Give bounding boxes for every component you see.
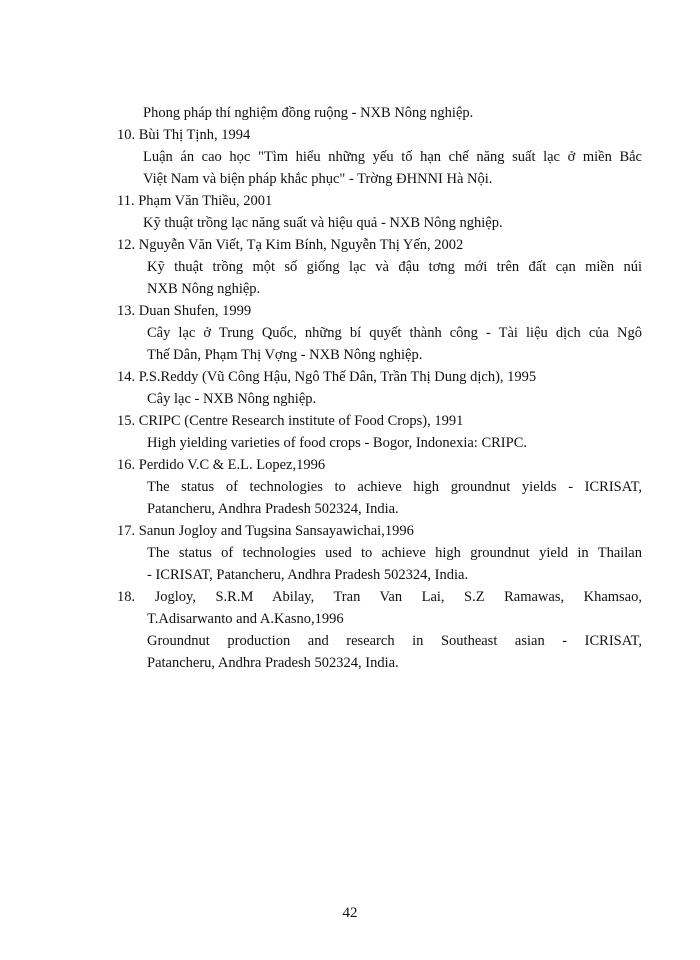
reference-15-line-1: High yielding varieties of food crops - Bogor, Indonexia: CRIPC. (147, 435, 527, 451)
reference-16-line-1: The status of technologies to achieve high groundnut yields - ICRISAT, (147, 479, 642, 495)
reference-13-line-2: Thế Dân, Phạm Thị Vợng - NXB Nông nghiệp. (147, 347, 423, 363)
reference-13-heading: 13. Duan Shufen, 1999 (117, 303, 252, 319)
reference-18-heading: 18. Jogloy, S.R.M Abilay, Tran Van Lai, S.Z Ramawas, Khamsao, (117, 589, 642, 605)
reference-12-line-2: NXB Nông nghiệp. (147, 281, 261, 297)
reference-10-line-2: Việt Nam và biện pháp khắc phục" - Trờng ĐHNNI Hà Nội. (143, 171, 493, 187)
page-number: 42 (342, 905, 358, 921)
reference-9-line-2: Phong pháp thí nghiệm đồng ruộng - NXB Nông nghiệp. (143, 105, 474, 121)
reference-18-heading-continued: T.Adisarwanto and A.Kasno,1996 (147, 611, 344, 627)
reference-17-line-2: - ICRISAT, Patancheru, Andhra Pradesh 502324, India. (147, 567, 469, 583)
reference-12-line-1: Kỹ thuật trồng một số giống lạc và đậu tơng mới trên đất cạn miền núi (147, 259, 642, 275)
reference-16-line-2: Patancheru, Andhra Pradesh 502324, India. (147, 501, 399, 517)
reference-17-heading: 17. Sanun Jogloy and Tugsina Sansayawichai,1996 (117, 523, 414, 539)
reference-13-line-1: Cây lạc ở Trung Quốc, những bí quyết thành công - Tài liệu dịch của Ngô (147, 325, 642, 341)
reference-18-line-1: Groundnut production and research in Southeast asian - ICRISAT, (147, 633, 642, 649)
reference-14-heading: 14. P.S.Reddy (Vũ Công Hậu, Ngô Thế Dân, Trần Thị Dung dịch), 1995 (117, 369, 537, 385)
reference-10-heading: 10. Bùi Thị Tịnh, 1994 (117, 127, 251, 143)
reference-12-heading: 12. Nguyễn Văn Viết, Tạ Kim Bính, Nguyễn Thị Yến, 2002 (117, 237, 464, 253)
reference-18-line-2: Patancheru, Andhra Pradesh 502324, India. (147, 655, 399, 671)
reference-17-line-1: The status of technologies used to achieve high groundnut yield in Thailan (147, 545, 642, 561)
reference-11-heading: 11. Phạm Văn Thiều, 2001 (117, 193, 273, 209)
reference-15-heading: 15. CRIPC (Centre Research institute of Food Crops), 1991 (117, 413, 464, 429)
reference-11-line-1: Kỹ thuật trồng lạc năng suất và hiệu quả - NXB Nông nghiệp. (143, 215, 503, 231)
reference-16-heading: 16. Perdido V.C & E.L. Lopez,1996 (117, 457, 326, 473)
reference-14-line-1: Cây lạc - NXB Nông nghiệp. (147, 391, 317, 407)
reference-10-line-1: Luận án cao học "Tìm hiểu những yếu tố hạn chế năng suất lạc ở miền Bắc (143, 149, 642, 165)
